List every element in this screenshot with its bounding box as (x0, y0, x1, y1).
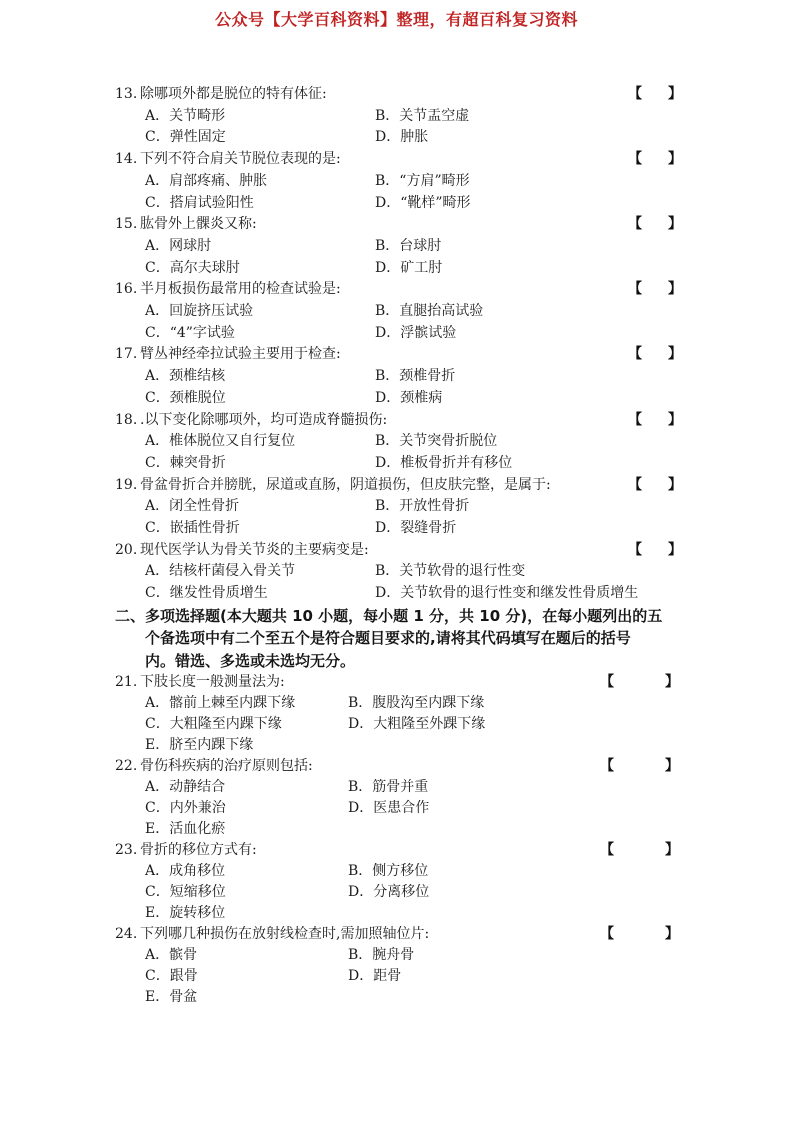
bracket-close: 】 (668, 86, 682, 102)
option-list (115, 777, 753, 840)
option-d: D．浮髌试验 (375, 324, 457, 341)
option-c: C．颈椎脱位 (145, 389, 226, 406)
option-a: A．颈椎结核 (145, 368, 226, 385)
question-number: 17. (115, 346, 138, 363)
bracket-open: 【 (600, 674, 614, 691)
bracket-open: 【 (628, 476, 642, 493)
option-c: C．嵌插性骨折 (145, 520, 240, 537)
question (115, 475, 753, 540)
option-d: D．“靴样”畸形 (375, 194, 471, 211)
option-a: A．成角移位 (145, 863, 226, 880)
question-stem-row (115, 279, 753, 301)
option-c: C．高尔夫球肘 (145, 259, 240, 276)
question-stem: 现代医学认为骨关节炎的主要病变是: (140, 541, 369, 558)
option-a: A．髂前上棘至内踝下缘 (145, 695, 296, 712)
option-c: C．棘突骨折 (145, 454, 226, 471)
question-stem: .以下变化除哪项外，均可造成脊髓损伤: (140, 411, 388, 428)
bracket-close: 】 (668, 476, 682, 493)
bracket-open: 【 (628, 151, 642, 168)
option-a: A．回旋挤压试验 (145, 303, 254, 320)
question-stem: 下列哪几种损伤在放射线检查时,需加照轴位片: (140, 926, 430, 943)
question-stem: 臂丛神经牵拉试验主要用于检查: (140, 346, 341, 363)
bracket-open: 【 (628, 541, 642, 558)
option-list (115, 861, 753, 924)
multi-choice-questions (115, 672, 753, 1008)
option-a: A．网球肘 (145, 237, 212, 254)
option-d: D．肿胀 (375, 129, 429, 146)
option-b: B．台球肘 (375, 237, 442, 254)
question-stem: 骨折的移位方式有: (140, 842, 257, 859)
option-c: C．跟骨 (145, 968, 198, 985)
question-stem-row (115, 840, 753, 861)
page-title: 公众号【大学百科资料】整理，有超百科复习资料 (214, 10, 578, 29)
option-list (115, 496, 753, 539)
exam-content (115, 84, 753, 1008)
section2-header-line: 二、多项选择题(本大题共 10 小题，每小题 1 分，共 10 分)，在每小题列出的五 (115, 606, 663, 625)
bracket-open: 【 (628, 281, 642, 298)
single-choice-questions (115, 84, 753, 605)
option-c: C．大粗隆至内踝下缘 (145, 716, 282, 733)
bracket-close: 】 (668, 151, 682, 168)
question (115, 672, 753, 756)
answer-brackets (628, 214, 682, 236)
option-c: C．“4”字试验 (145, 324, 235, 341)
answer-brackets (600, 672, 679, 693)
question-stem: 骨伤科疾病的治疗原则包括: (140, 758, 313, 775)
option-b: B．开放性骨折 (375, 498, 470, 515)
bracket-close: 】 (668, 411, 682, 428)
answer-brackets (628, 149, 682, 171)
question-number: 18. (115, 411, 138, 428)
option-e: E．骨盆 (145, 989, 198, 1006)
option-d: D．裂缝骨折 (375, 520, 457, 537)
option-list (115, 171, 753, 214)
question-stem-row (115, 540, 753, 562)
bracket-open: 【 (600, 758, 614, 775)
option-list (115, 693, 753, 756)
option-b: B．颈椎骨折 (375, 368, 456, 385)
question-stem: 下列不符合肩关节脱位表现的是: (140, 151, 341, 168)
bracket-close: 】 (665, 842, 679, 859)
question-number: 19. (115, 476, 138, 493)
question-stem: 肱骨外上髁炎又称: (140, 216, 257, 233)
option-b: B．关节软骨的退行性变 (375, 563, 526, 580)
bracket-close: 】 (665, 926, 679, 943)
question-number: 24. (115, 926, 138, 943)
question-number: 15. (115, 216, 138, 233)
option-b: B．腹股沟至内踝下缘 (348, 695, 485, 712)
option-b: B．腕舟骨 (348, 947, 415, 964)
answer-brackets (600, 924, 679, 945)
question (115, 540, 753, 605)
answer-brackets (628, 279, 682, 301)
bracket-close: 】 (668, 541, 682, 558)
question (115, 279, 753, 344)
question-number: 21. (115, 674, 138, 691)
question-stem: 骨盆骨折合并膀胱，尿道或直肠，阴道损伤，但皮肤完整，是属于: (140, 476, 551, 493)
option-e: E．旋转移位 (145, 905, 226, 922)
answer-brackets (628, 410, 682, 432)
question-number: 16. (115, 281, 138, 298)
option-d: D．关节软骨的退行性变和继发性骨质增生 (375, 585, 639, 602)
option-c: C．搭肩试验阳性 (145, 194, 254, 211)
question (115, 149, 753, 214)
bracket-open: 【 (628, 216, 642, 233)
question-stem: 下肢长度一般测量法为: (140, 674, 285, 691)
option-c: C．内外兼治 (145, 800, 226, 817)
section2-header-line: 个备选项中有二个至五个是符合题目要求的,请将其代码填写在题后的括号 (145, 629, 631, 648)
bracket-close: 】 (665, 758, 679, 775)
option-b: B．直腿抬高试验 (375, 303, 484, 320)
question-stem-row (115, 149, 753, 171)
option-d: D．颈椎病 (375, 389, 443, 406)
question (115, 410, 753, 475)
question-number: 22. (115, 758, 138, 775)
option-a: A．结核杆菌侵入骨关节 (145, 563, 296, 580)
option-c: C．弹性固定 (145, 129, 226, 146)
question-stem-row (115, 672, 753, 693)
option-c: C．继发性骨质增生 (145, 585, 268, 602)
bracket-open: 【 (600, 926, 614, 943)
option-b: B．关节盂空虚 (375, 107, 470, 124)
option-a: A．肩部疼痛、肿胀 (145, 172, 268, 189)
option-list (115, 431, 753, 474)
option-e: E．脐至内踝下缘 (145, 737, 254, 754)
option-d: D．椎板骨折并有移位 (375, 454, 513, 471)
option-list (115, 236, 753, 279)
bracket-open: 【 (628, 346, 642, 363)
bracket-open: 【 (600, 842, 614, 859)
option-list (115, 366, 753, 409)
answer-brackets (628, 344, 682, 366)
option-b: B．“方肩”畸形 (375, 172, 470, 189)
section2-header-line: 内。错选、多选或未选均无分。 (145, 651, 356, 670)
bracket-close: 】 (668, 346, 682, 363)
question-stem-row (115, 214, 753, 236)
option-d: D．距骨 (348, 968, 402, 985)
question (115, 840, 753, 924)
option-d: D．医患合作 (348, 800, 430, 817)
option-list (115, 301, 753, 344)
bracket-close: 】 (668, 216, 682, 233)
bracket-open: 【 (628, 411, 642, 428)
question-number: 23. (115, 842, 138, 859)
answer-brackets (600, 756, 679, 777)
option-list (115, 561, 753, 604)
question (115, 924, 753, 1008)
option-c: C．短缩移位 (145, 884, 226, 901)
question-number: 13. (115, 86, 138, 102)
answer-brackets (628, 475, 682, 497)
option-b: B．筋骨并重 (348, 779, 429, 796)
bracket-close: 】 (665, 674, 679, 691)
option-a: A．动静结合 (145, 779, 226, 796)
question-stem-row (115, 410, 753, 432)
option-a: A．关节畸形 (145, 107, 226, 124)
option-a: A．椎体脱位又自行复位 (145, 433, 296, 450)
question-stem: 除哪项外都是脱位的特有体征: (140, 86, 327, 102)
option-d: D．大粗隆至外踝下缘 (348, 716, 486, 733)
option-list (115, 945, 753, 1008)
answer-brackets (600, 840, 679, 861)
question-number: 14. (115, 151, 138, 168)
question-stem-row (115, 924, 753, 945)
option-b: B．侧方移位 (348, 863, 429, 880)
question-stem-row (115, 756, 753, 777)
option-d: D．分离移位 (348, 884, 430, 901)
question-stem-row (115, 84, 753, 106)
option-a: A．髌骨 (145, 947, 198, 964)
option-e: E．活血化瘀 (145, 821, 226, 838)
answer-brackets (628, 540, 682, 562)
bracket-open: 【 (628, 86, 642, 102)
question (115, 214, 753, 279)
question (115, 344, 753, 409)
question-number: 20. (115, 541, 138, 558)
option-d: D．矿工肘 (375, 259, 443, 276)
question-stem-row (115, 475, 753, 497)
question-stem-row (115, 344, 753, 366)
option-list (115, 106, 753, 149)
question (115, 756, 753, 840)
question (115, 84, 753, 149)
section2-header (115, 605, 753, 672)
question-stem: 半月板损伤最常用的检查试验是: (140, 281, 341, 298)
answer-brackets (628, 84, 682, 106)
option-b: B．关节突骨折脱位 (375, 433, 498, 450)
bracket-close: 】 (668, 281, 682, 298)
option-a: A．闭全性骨折 (145, 498, 240, 515)
